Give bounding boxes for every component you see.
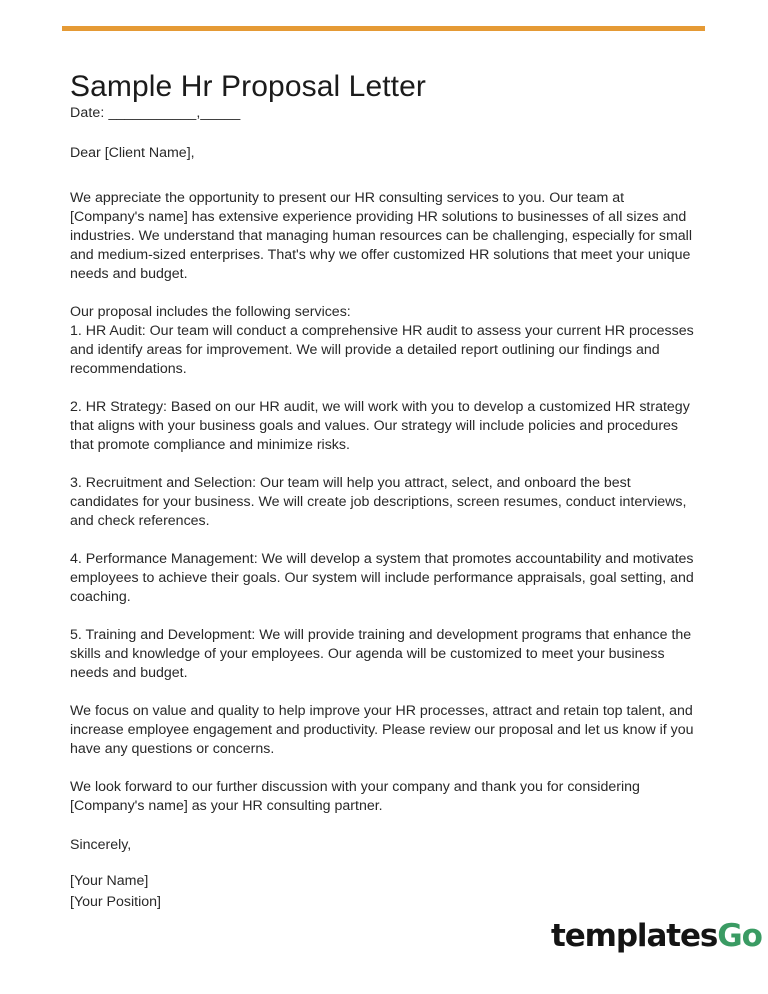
logo-text-accent: Go [717,917,762,954]
service-item-hr-strategy: 2. HR Strategy: Based on our HR audit, we will work with you to develop a customized HR strategy that aligns with your business goals and values. Our strategy will include policies and procedures that promote compliance and minimize risks. [70,399,690,453]
signature-name-placeholder[interactable]: [Your Name] [70,873,149,889]
letter-body [70,104,702,855]
closing-salutation: Sincerely, [70,837,132,853]
signature-position-placeholder[interactable]: [Your Position] [70,894,161,910]
signature-block [70,871,470,913]
paragraph-services-lead-in: Our proposal includes the following services: [70,304,351,320]
date-field[interactable]: Date: ___________,_____ [70,105,241,121]
logo-text-primary: templates [551,917,718,954]
templatesgo-logo [551,915,762,957]
salutation-line: Dear [Client Name], [70,145,195,161]
paragraph-closing-statement: We look forward to our further discussion with your company and thank you for considering [Company's name] as your HR consulting partner. [70,779,640,814]
service-item-recruitment-and-selection: 3. Recruitment and Selection: Our team will help you attract, select, and onboard the best candidates for your business. We will create job descriptions, screen resumes, conduct interviews, and check references. [70,475,687,529]
page-title: Sample Hr Proposal Letter [70,70,426,104]
service-item-performance-management: 4. Performance Management: We will develop a system that promotes accountability and motivates employees to achieve their goals. Our system will include performance appraisals, goal setting, and coaching. [70,551,694,605]
header-accent-rule [62,26,705,31]
paragraph-value-statement: We focus on value and quality to help improve your HR processes, attract and retain top talent, and increase employee engagement and productivity. Please review our proposal and let us know if you have any questions or concerns. [70,703,694,757]
paragraph-intro: We appreciate the opportunity to present our HR consulting services to you. Our team at [Company's name] has extensive experience providing HR solutions to businesses of all sizes and industries. We understand that managing human resources can be challenging, especially for small and medium-sized enterprises. That's why we offer customized HR solutions that meet your unique needs and budget. [70,190,692,282]
service-item-hr-audit: 1. HR Audit: Our team will conduct a comprehensive HR audit to assess your current HR processes and identify areas for improvement. We will provide a detailed report outlining our findings and recommendations. [70,323,694,377]
service-item-training-and-development: 5. Training and Development: We will provide training and development programs that enhance the skills and knowledge of your employees. Our agenda will be customized to meet your business needs and budget. [70,627,692,681]
